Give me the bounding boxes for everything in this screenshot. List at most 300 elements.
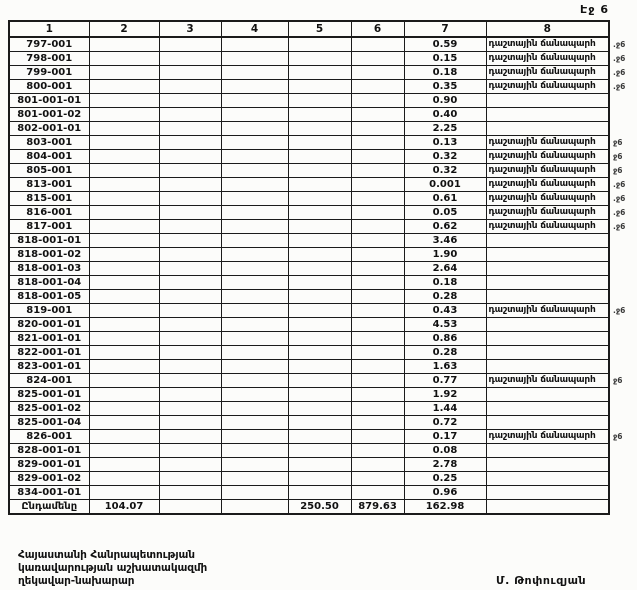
- empty-cell: [89, 472, 159, 486]
- clipped-margin-fragment: [609, 472, 637, 486]
- empty-cell: [221, 444, 288, 458]
- empty-cell: [351, 346, 404, 360]
- empty-cell: [288, 332, 351, 346]
- land-use-cell: դաշտային ճանապարհ: [486, 304, 609, 318]
- column-header: 8: [486, 21, 609, 37]
- empty-cell: [221, 430, 288, 444]
- empty-cell: [288, 374, 351, 388]
- land-use-cell: դաշտային ճանապարհ: [486, 80, 609, 94]
- table-row: [9, 122, 637, 136]
- parcel-code-cell: 799-001: [9, 66, 89, 80]
- empty-cell: [159, 444, 221, 458]
- clipped-margin-fragment: .ջ6: [613, 179, 626, 189]
- land-use-cell: դաշտային ճանապարհ: [486, 206, 609, 220]
- table-row: [9, 66, 637, 80]
- table-row: [9, 164, 637, 178]
- empty-cell: [351, 290, 404, 304]
- empty-cell: [221, 136, 288, 150]
- table-row: [9, 290, 637, 304]
- empty-cell: [221, 178, 288, 192]
- parcel-code-cell: 825-001-04: [9, 416, 89, 430]
- empty-cell: [159, 500, 221, 515]
- empty-cell: [351, 318, 404, 332]
- area-value-cell: 4.53: [404, 318, 486, 332]
- empty-cell: [351, 206, 404, 220]
- area-value-cell: 0.18: [404, 276, 486, 290]
- empty-cell: [221, 234, 288, 248]
- empty-cell: [288, 430, 351, 444]
- empty-cell: [159, 108, 221, 122]
- land-use-cell: [486, 458, 609, 472]
- land-use-cell: [486, 94, 609, 108]
- empty-cell: [221, 66, 288, 80]
- area-value-cell: 0.28: [404, 346, 486, 360]
- parcel-code-cell: 818-001-01: [9, 234, 89, 248]
- land-use-cell: դաշտային ճանապարհ: [486, 150, 609, 164]
- area-value-cell: 0.18: [404, 66, 486, 80]
- empty-cell: [89, 37, 159, 52]
- empty-cell: [159, 416, 221, 430]
- empty-cell: [288, 486, 351, 500]
- empty-cell: [221, 486, 288, 500]
- land-use-cell: [486, 388, 609, 402]
- parcel-code-cell: 834-001-01: [9, 486, 89, 500]
- empty-cell: [89, 388, 159, 402]
- parcel-code-cell: 805-001: [9, 164, 89, 178]
- land-use-cell: դաշտային ճանապարհ: [486, 430, 609, 444]
- empty-cell: [159, 374, 221, 388]
- empty-cell: [288, 416, 351, 430]
- empty-cell: [159, 122, 221, 136]
- table-row: [9, 402, 637, 416]
- area-value-cell: 2.64: [404, 262, 486, 276]
- empty-cell: [159, 80, 221, 94]
- clipped-margin-fragment: [609, 332, 637, 346]
- land-use-cell: [486, 472, 609, 486]
- empty-cell: [351, 262, 404, 276]
- parcel-code-cell: 800-001: [9, 80, 89, 94]
- table-row: [9, 136, 637, 150]
- parcel-code-cell: 818-001-02: [9, 248, 89, 262]
- clipped-margin-fragment: [609, 122, 637, 136]
- margin-spacer: [609, 21, 637, 37]
- clipped-margin-fragment: [609, 458, 637, 472]
- empty-cell: [221, 290, 288, 304]
- clipped-margin-fragment: [609, 346, 637, 360]
- authority-line-1: Հայաստանի Հանրապետության: [18, 549, 195, 561]
- empty-cell: [351, 192, 404, 206]
- land-use-cell: [486, 360, 609, 374]
- area-value-cell: 2.78: [404, 458, 486, 472]
- empty-cell: [89, 108, 159, 122]
- parcel-code-cell: 821-001-01: [9, 332, 89, 346]
- empty-cell: [351, 472, 404, 486]
- table-row: [9, 234, 637, 248]
- table-header-row: [9, 21, 637, 37]
- column-header: 6: [351, 21, 404, 37]
- table-row: [9, 220, 637, 234]
- table-row: [9, 276, 637, 290]
- land-use-cell: դաշտային ճանապարհ: [486, 192, 609, 206]
- empty-cell: [89, 80, 159, 94]
- parcel-code-cell: 828-001-01: [9, 444, 89, 458]
- table-row: [9, 80, 637, 94]
- parcel-code-cell: 804-001: [9, 150, 89, 164]
- area-value-cell: 0.08: [404, 444, 486, 458]
- table-row: [9, 192, 637, 206]
- empty-cell: [221, 346, 288, 360]
- empty-cell: [351, 122, 404, 136]
- clipped-margin-fragment: [609, 94, 637, 108]
- table-row: [9, 318, 637, 332]
- empty-cell: [221, 262, 288, 276]
- column-header: 4: [221, 21, 288, 37]
- clipped-margin-fragment: .ջ6: [613, 207, 626, 217]
- table-row: [9, 416, 637, 430]
- area-value-cell: 0.62: [404, 220, 486, 234]
- land-use-cell: [486, 276, 609, 290]
- empty-cell: [351, 52, 404, 66]
- land-use-cell: դաշտային ճանապարհ: [486, 136, 609, 150]
- land-use-cell: [486, 108, 609, 122]
- empty-cell: [89, 94, 159, 108]
- land-use-cell: դաշտային ճանապարհ: [486, 52, 609, 66]
- area-value-cell: 0.17: [404, 430, 486, 444]
- empty-cell: [221, 150, 288, 164]
- empty-cell: [89, 150, 159, 164]
- land-use-cell: դաշտային ճանապարհ: [486, 164, 609, 178]
- parcel-code-cell: 801-001-01: [9, 94, 89, 108]
- empty-cell: [288, 276, 351, 290]
- empty-cell: [89, 220, 159, 234]
- empty-cell: [159, 472, 221, 486]
- empty-cell: [89, 122, 159, 136]
- empty-cell: [288, 136, 351, 150]
- empty-cell: [288, 164, 351, 178]
- empty-cell: [221, 164, 288, 178]
- empty-cell: [288, 444, 351, 458]
- clipped-margin-fragment: [609, 262, 637, 276]
- empty-cell: [351, 178, 404, 192]
- empty-cell: [288, 192, 351, 206]
- empty-cell: [221, 37, 288, 52]
- empty-cell: [351, 402, 404, 416]
- land-use-cell: [486, 486, 609, 500]
- empty-cell: [89, 458, 159, 472]
- empty-cell: [89, 276, 159, 290]
- clipped-margin-fragment: ջ6: [613, 137, 623, 147]
- land-use-cell: [486, 444, 609, 458]
- empty-cell: [288, 80, 351, 94]
- area-value-cell: 0.32: [404, 164, 486, 178]
- parcel-code-cell: Ընդամենը: [9, 500, 89, 515]
- area-value-cell: 0.61: [404, 192, 486, 206]
- table-row: [9, 150, 637, 164]
- land-use-cell: [486, 248, 609, 262]
- page-number-label: Էջ 6: [580, 3, 609, 16]
- clipped-margin-fragment: [609, 402, 637, 416]
- parcel-code-cell: 813-001: [9, 178, 89, 192]
- empty-cell: [159, 486, 221, 500]
- area-value-cell: 1.44: [404, 402, 486, 416]
- empty-cell: [288, 248, 351, 262]
- empty-cell: [351, 108, 404, 122]
- empty-cell: [221, 248, 288, 262]
- empty-cell: [221, 108, 288, 122]
- issuing-authority-block: [18, 549, 207, 588]
- empty-cell: [351, 458, 404, 472]
- clipped-margin-fragment: [609, 486, 637, 500]
- parcel-code-cell: 802-001-01: [9, 122, 89, 136]
- land-use-cell: [486, 262, 609, 276]
- empty-cell: [351, 416, 404, 430]
- clipped-margin-fragment: [609, 318, 637, 332]
- empty-cell: [288, 178, 351, 192]
- empty-cell: [351, 94, 404, 108]
- area-value-cell: 0.35: [404, 80, 486, 94]
- empty-cell: [221, 416, 288, 430]
- clipped-margin-fragment: [609, 108, 637, 122]
- empty-cell: [221, 206, 288, 220]
- empty-cell: [351, 360, 404, 374]
- empty-cell: [221, 94, 288, 108]
- empty-cell: [288, 66, 351, 80]
- land-use-cell: [486, 290, 609, 304]
- parcel-code-cell: 803-001: [9, 136, 89, 150]
- empty-cell: [89, 178, 159, 192]
- land-use-cell: դաշտային ճանապարհ: [486, 178, 609, 192]
- empty-cell: [159, 458, 221, 472]
- empty-cell: [89, 248, 159, 262]
- empty-cell: [89, 416, 159, 430]
- land-use-cell: [486, 122, 609, 136]
- table-row: [9, 94, 637, 108]
- empty-cell: 250.50: [288, 500, 351, 515]
- empty-cell: [288, 37, 351, 52]
- area-value-cell: 0.43: [404, 304, 486, 318]
- land-use-cell: [486, 416, 609, 430]
- area-value-cell: 0.15: [404, 52, 486, 66]
- parcel-code-cell: 823-001-01: [9, 360, 89, 374]
- column-header: 1: [9, 21, 89, 37]
- empty-cell: [159, 192, 221, 206]
- empty-cell: [288, 150, 351, 164]
- empty-cell: [89, 66, 159, 80]
- parcel-code-cell: 797-001: [9, 37, 89, 52]
- empty-cell: [89, 402, 159, 416]
- area-value-cell: 1.63: [404, 360, 486, 374]
- empty-cell: [159, 318, 221, 332]
- parcel-code-cell: 818-001-03: [9, 262, 89, 276]
- empty-cell: [159, 402, 221, 416]
- empty-cell: [351, 164, 404, 178]
- empty-cell: [351, 80, 404, 94]
- parcel-code-cell: 801-001-02: [9, 108, 89, 122]
- empty-cell: [159, 430, 221, 444]
- clipped-margin-fragment: [609, 444, 637, 458]
- empty-cell: [221, 304, 288, 318]
- land-use-cell: [486, 318, 609, 332]
- empty-cell: [89, 304, 159, 318]
- empty-cell: [221, 192, 288, 206]
- empty-cell: [288, 108, 351, 122]
- area-value-cell: 162.98: [404, 500, 486, 515]
- empty-cell: [89, 234, 159, 248]
- clipped-margin-fragment: .ջ6: [613, 221, 626, 231]
- empty-cell: [221, 402, 288, 416]
- empty-cell: [288, 234, 351, 248]
- empty-cell: [221, 318, 288, 332]
- parcel-code-cell: 829-001-02: [9, 472, 89, 486]
- empty-cell: [221, 472, 288, 486]
- table-row: [9, 52, 637, 66]
- empty-cell: [351, 37, 404, 52]
- empty-cell: [159, 66, 221, 80]
- table-row: [9, 388, 637, 402]
- table-row: [9, 346, 637, 360]
- empty-cell: [89, 136, 159, 150]
- clipped-margin-fragment: ջ6: [613, 431, 623, 441]
- authority-line-2: կառավարության աշխատակազմի: [18, 562, 208, 574]
- empty-cell: [221, 276, 288, 290]
- table-row: [9, 304, 637, 318]
- clipped-margin-fragment: .ջ6: [613, 67, 626, 77]
- clipped-margin-fragment: [609, 360, 637, 374]
- empty-cell: [89, 430, 159, 444]
- clipped-margin-fragment: .ջ6: [613, 193, 626, 203]
- table-row: [9, 444, 637, 458]
- table-row: [9, 206, 637, 220]
- empty-cell: [159, 248, 221, 262]
- clipped-margin-fragment: [609, 416, 637, 430]
- empty-cell: [159, 262, 221, 276]
- parcel-code-cell: 826-001: [9, 430, 89, 444]
- area-value-cell: 0.59: [404, 37, 486, 52]
- area-value-cell: 0.72: [404, 416, 486, 430]
- table-row: [9, 458, 637, 472]
- empty-cell: [351, 234, 404, 248]
- table-row: [9, 360, 637, 374]
- clipped-margin-fragment: .ջ6: [613, 305, 626, 315]
- area-value-cell: 1.90: [404, 248, 486, 262]
- parcel-code-cell: 815-001: [9, 192, 89, 206]
- parcel-code-cell: 818-001-04: [9, 276, 89, 290]
- empty-cell: [159, 290, 221, 304]
- data-table: [8, 20, 637, 515]
- column-header: 5: [288, 21, 351, 37]
- clipped-margin-fragment: .ջ6: [613, 53, 626, 63]
- area-value-cell: 0.25: [404, 472, 486, 486]
- area-value-cell: 3.46: [404, 234, 486, 248]
- area-value-cell: 0.001: [404, 178, 486, 192]
- land-use-cell: [486, 332, 609, 346]
- table-row: [9, 374, 637, 388]
- empty-cell: [288, 220, 351, 234]
- empty-cell: [89, 360, 159, 374]
- clipped-margin-fragment: .ջ6: [613, 81, 626, 91]
- empty-cell: [221, 374, 288, 388]
- clipped-margin-fragment: [609, 276, 637, 290]
- empty-cell: [159, 234, 221, 248]
- empty-cell: [288, 458, 351, 472]
- empty-cell: [351, 136, 404, 150]
- empty-cell: [159, 332, 221, 346]
- table-row: [9, 486, 637, 500]
- empty-cell: [221, 458, 288, 472]
- clipped-margin-fragment: ջ6: [613, 151, 623, 161]
- empty-cell: [351, 276, 404, 290]
- empty-cell: [288, 262, 351, 276]
- empty-cell: [159, 304, 221, 318]
- parcel-code-cell: 819-001: [9, 304, 89, 318]
- empty-cell: [221, 122, 288, 136]
- table-row: [9, 178, 637, 192]
- clipped-margin-fragment: ջ6: [613, 165, 623, 175]
- empty-cell: [351, 486, 404, 500]
- empty-cell: [288, 360, 351, 374]
- empty-cell: [89, 444, 159, 458]
- empty-cell: [288, 94, 351, 108]
- empty-cell: [351, 430, 404, 444]
- parcel-code-cell: 825-001-01: [9, 388, 89, 402]
- empty-cell: [159, 360, 221, 374]
- clipped-margin-fragment: [609, 500, 637, 515]
- table-row: [9, 332, 637, 346]
- authority-line-3: ղեկավար-նախարար: [18, 575, 135, 587]
- land-use-cell: [486, 402, 609, 416]
- land-use-cell: [486, 500, 609, 515]
- empty-cell: [159, 150, 221, 164]
- table-row: [9, 262, 637, 276]
- empty-cell: [351, 332, 404, 346]
- empty-cell: [159, 136, 221, 150]
- empty-cell: [159, 94, 221, 108]
- clipped-margin-fragment: [609, 248, 637, 262]
- empty-cell: [288, 388, 351, 402]
- table-row: [9, 108, 637, 122]
- parcel-code-cell: 798-001: [9, 52, 89, 66]
- land-use-cell: դաշտային ճանապարհ: [486, 220, 609, 234]
- parcel-code-cell: 816-001: [9, 206, 89, 220]
- empty-cell: [159, 388, 221, 402]
- clipped-margin-fragment: .ջ6: [613, 39, 626, 49]
- empty-cell: [221, 500, 288, 515]
- area-value-cell: 0.77: [404, 374, 486, 388]
- empty-cell: 879.63: [351, 500, 404, 515]
- signatory-name: Մ. Թոփուզյան: [496, 574, 587, 587]
- empty-cell: [351, 388, 404, 402]
- empty-cell: [159, 164, 221, 178]
- empty-cell: [159, 37, 221, 52]
- empty-cell: [89, 346, 159, 360]
- empty-cell: [221, 332, 288, 346]
- clipped-margin-fragment: [609, 388, 637, 402]
- area-value-cell: 1.92: [404, 388, 486, 402]
- area-value-cell: 2.25: [404, 122, 486, 136]
- clipped-margin-fragment: [609, 234, 637, 248]
- area-value-cell: 0.90: [404, 94, 486, 108]
- empty-cell: [221, 360, 288, 374]
- empty-cell: [288, 346, 351, 360]
- empty-cell: [221, 220, 288, 234]
- empty-cell: [351, 444, 404, 458]
- empty-cell: 104.07: [89, 500, 159, 515]
- parcel-code-cell: 817-001: [9, 220, 89, 234]
- parcel-code-cell: 829-001-01: [9, 458, 89, 472]
- empty-cell: [351, 66, 404, 80]
- table-row: [9, 472, 637, 486]
- empty-cell: [159, 220, 221, 234]
